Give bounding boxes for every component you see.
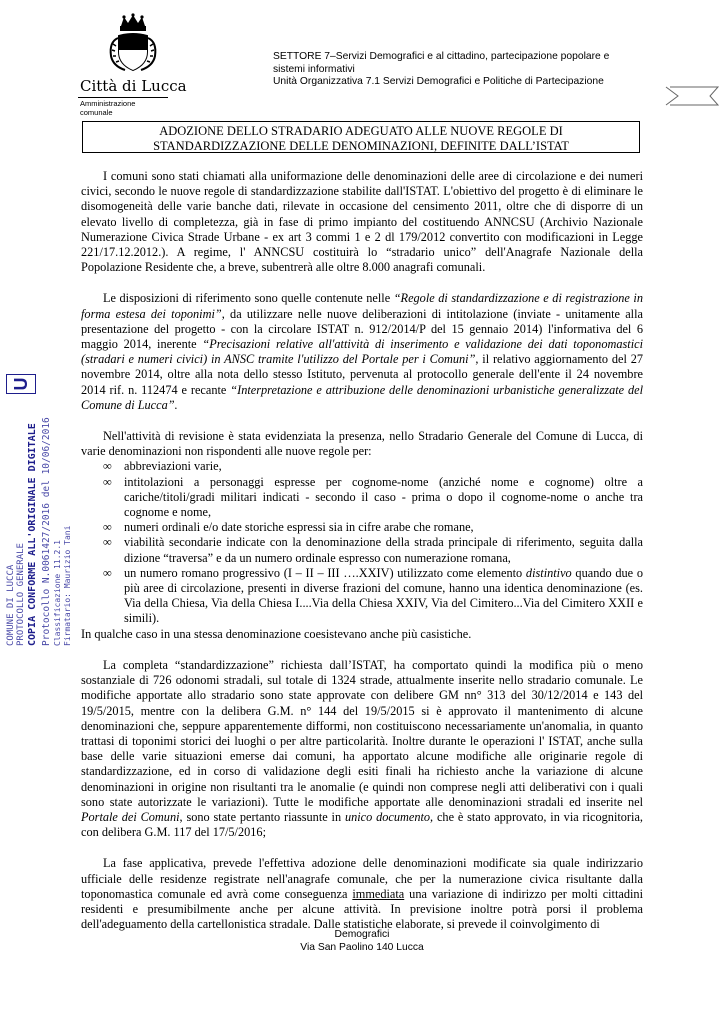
sector-line: sistemi informativi bbox=[273, 63, 355, 75]
paragraph-application bbox=[81, 856, 643, 932]
paragraph-references bbox=[81, 291, 643, 413]
list-item bbox=[81, 459, 643, 474]
title-line: ADOZIONE DELLO STRADARIO ADEGUATO ALLE NUOVE REGOLE DI bbox=[159, 124, 563, 138]
protocol-stamp bbox=[6, 374, 78, 646]
quoted-title: “Interpretazione e attribuzione delle denominazioni urbanistiche generalizzate del Comune di Lucca”. bbox=[81, 382, 644, 412]
corner-ornament-icon bbox=[664, 84, 720, 108]
title-line: STANDARDIZZAZIONE DELLE DENOMINAZIONI, DEFINITE DALL’ISTAT bbox=[153, 139, 569, 153]
city-logo bbox=[78, 12, 188, 117]
list-item-text: un numero romano progressivo (I – II – III ….XXIV) utilizzato come elemento bbox=[124, 565, 526, 580]
text-span: La fase applicativa, prevede l'effettiva adozione delle denominazioni modificate sia quale indirizzario ufficiale delle residenze registrate nell'anagrafe comunale, che per la numerazione civica risultante dalla toponomastica comunale ed avrà come conseguenza bbox=[81, 856, 643, 901]
text-span: La completa “standardizzazione” richiesta dall’ISTAT, ha comportato quindi la modifica più o meno sostanziale di 726 odonomi stradali, sul totale di 1324 strade, attualmente inserite nello stradario comunale. Le modifiche apportate allo stradario sono state approvate con delibere GM nn° 313 del 30/12/2014 e 143 del 19/5/2015, mentre con la delibera G.M. n° 144 del 19/5/2015 si è approvato il mantenimento di alcune denominazioni che, seppure apparentemente difformi, non costituiscono necessariamente un'anomalia, in quanto trattasi di toponimi storici dei luoghi o per altre particolarità. Inoltre durante le operazioni l' ISTAT, anche sulla base delle varie situazioni emerse dai comuni, ha apportato alcune modifiche alle originarie regole di standardizzazione, ed in corso di validazione degli esiti finali ha richiesto anche la variazione di alcune denominazioni in origine non risultanti tra le anomalie (e quindi non comprese negli atti deliberativi con i quali sono state autorizzate le variazioni). Tutte le modifiche apportate alle denominazioni stradali ed inserite nel bbox=[81, 657, 643, 809]
text-span: una variazione di indirizzo per molti cittadini residenti e presumibilmente anche per alcune attività. In previsione inoltre potrà porsi il problema dell'adeguamento della cartellonistica stradale. Dalle statistiche elaborate, si prevede il coinvolgimento di bbox=[81, 886, 643, 932]
paragraph-revision: Nell'attività di revisione è stata evidenziata la presenza, nello Stradario Generale del Comune di Lucca, di varie denominazioni non rispondenti alle nuove regole per: bbox=[81, 429, 643, 459]
quoted-title: “Regole di standardizzazione e di registrazione in forma estesa dei toponimi” bbox=[81, 291, 643, 321]
stamp-line: Firmatario: Maurizio Tani bbox=[63, 525, 72, 646]
stamp-line: COPIA CONFORME ALL'ORIGINALE DIGITALE bbox=[27, 423, 38, 646]
bullet-icon: ∞ bbox=[103, 459, 112, 474]
bullet-icon: ∞ bbox=[103, 535, 112, 550]
emphasis: distintivo bbox=[525, 565, 572, 580]
sector-line: Unità Organizzativa 7.1 Servizi Demografici e Politiche di Partecipazione bbox=[273, 76, 604, 87]
text-span: , sono state pertanto riassunte in bbox=[179, 809, 345, 824]
list-item-text: quando due o più aree di circolazione, presenti in diverse frazioni del comune, hanno una identica denominazione (es. Via della Chiesa, Via della Chiesa I....Via della Chiesa XXIV, Via del Cimitero...Via del Cimitero XXII e simili). bbox=[124, 565, 643, 626]
text-span: , da utilizzare nelle nuove deliberazioni di intitolazione (inviate - unitamente alla presentazione del progetto - con la circolare ISTAT n. 912/2014/P del 15 gennaio 2014) l'informativa del 6 maggio 2014, inerente bbox=[81, 306, 643, 352]
bullet-icon: ∞ bbox=[103, 474, 112, 489]
footer-line: Via San Paolino 140 Lucca bbox=[300, 942, 424, 953]
city-name: Città di Lucca bbox=[80, 77, 187, 95]
stamp-line: PROTOCOLLO GENERALE bbox=[16, 543, 26, 646]
anomaly-list bbox=[81, 459, 643, 626]
sector-heading bbox=[273, 51, 653, 89]
document-body bbox=[81, 169, 643, 932]
text-span: , il relativo aggiornamento del 27 novembre 2014, oltre alla nota dello stesso Istituto, pervenuta al protocollo generale dell'ente il 24 novembre 2014 rif. n. 112474 e recante bbox=[81, 352, 643, 397]
bullet-icon: ∞ bbox=[103, 520, 112, 535]
quoted-title: “Precisazioni relative all'attività di inserimento e validazione dei dati toponomastici (stradari e numeri civici) in ANSC tramite l'utilizzo del Portale per i Comuni” bbox=[81, 337, 643, 367]
list-item bbox=[81, 535, 643, 565]
stamp-badge: U bbox=[6, 374, 36, 394]
page-footer bbox=[0, 928, 724, 954]
list-item-text: intitolazioni a personaggi espresse per cognome-nome (anziché nome e cognome) oltre a cariche/titoli/gradi militari indicati - secondo il caso - prima o dopo il cognome-nome o anche tra cognome e nome, bbox=[124, 474, 643, 520]
emphasis: unico documento, bbox=[344, 809, 434, 824]
document-title bbox=[82, 121, 640, 153]
list-item bbox=[81, 475, 643, 521]
stamp-line: COMUNE DI LUCCA bbox=[6, 564, 16, 646]
text-span: Le disposizioni di riferimento sono quelle contenute nelle bbox=[103, 291, 394, 306]
underlined-text: immediata bbox=[352, 886, 405, 901]
sector-line: SETTORE 7–Servizi Demografici e al cittadino, partecipazione popolare e bbox=[273, 51, 610, 62]
text-span: , con delibera G.M. 117 del 17/5/2016; bbox=[81, 809, 643, 840]
list-item-text: numeri ordinali e/o date storiche espressi sia in cifre arabe che romane, bbox=[124, 520, 474, 535]
stamp-line: Classificazione 11.2.1 bbox=[53, 540, 62, 646]
paragraph-intro: I comuni sono stati chiamati alla uniformazione delle denominazioni delle aree di circolazione e dei numeri civici, secondo le nuove regole di standardizzazione stabilite dall'ISTAT. L'obiettivo del progetto è di eliminare le disomogeneità delle varie banche dati, rilevate in occasione del censimento 2011, oltre che di disporre di un elevato livello di completezza, già in fase di primo impianto del costituendo ANNCSU (Archivio Nazionale Numerazione Civica Strade Urbane - ex art 3 commi 1 e 2 dl 179/2012 convertito con modificazioni in Legge 221/17.12.2012.). A regime, l' ANNCSU costituirà lo “stradario unico” dell'Anagrafe Nazionale della Popolazione Residente che, a breve, subentrerà alle oltre 8.000 anagrafi comunali. bbox=[81, 169, 643, 275]
list-item-text: viabilità secondarie indicate con la denominazione della strada principale di riferimento, seguita dalla dizione “traversa” e da un numero ordinale espresso con numerazione romana, bbox=[124, 535, 643, 565]
emphasis: Portale dei Comuni bbox=[81, 809, 180, 824]
stamp-line: Protocollo N.0061427/2016 del 10/06/2016 bbox=[41, 417, 52, 646]
coat-of-arms-icon bbox=[107, 12, 159, 74]
text-span: che è stato approvato, in via ricognitoria bbox=[433, 809, 640, 824]
list-item bbox=[81, 566, 643, 627]
paragraph-standardization bbox=[81, 658, 643, 840]
paragraph-casistiche: In qualche caso in una stessa denominazione coesistevano anche più casistiche. bbox=[81, 626, 472, 641]
list-item bbox=[81, 520, 643, 535]
administration-label: Amministrazione comunale bbox=[78, 97, 168, 117]
bullet-icon: ∞ bbox=[103, 565, 112, 580]
list-item-text: abbreviazioni varie, bbox=[124, 459, 222, 474]
footer-line: Demografici bbox=[334, 929, 390, 940]
